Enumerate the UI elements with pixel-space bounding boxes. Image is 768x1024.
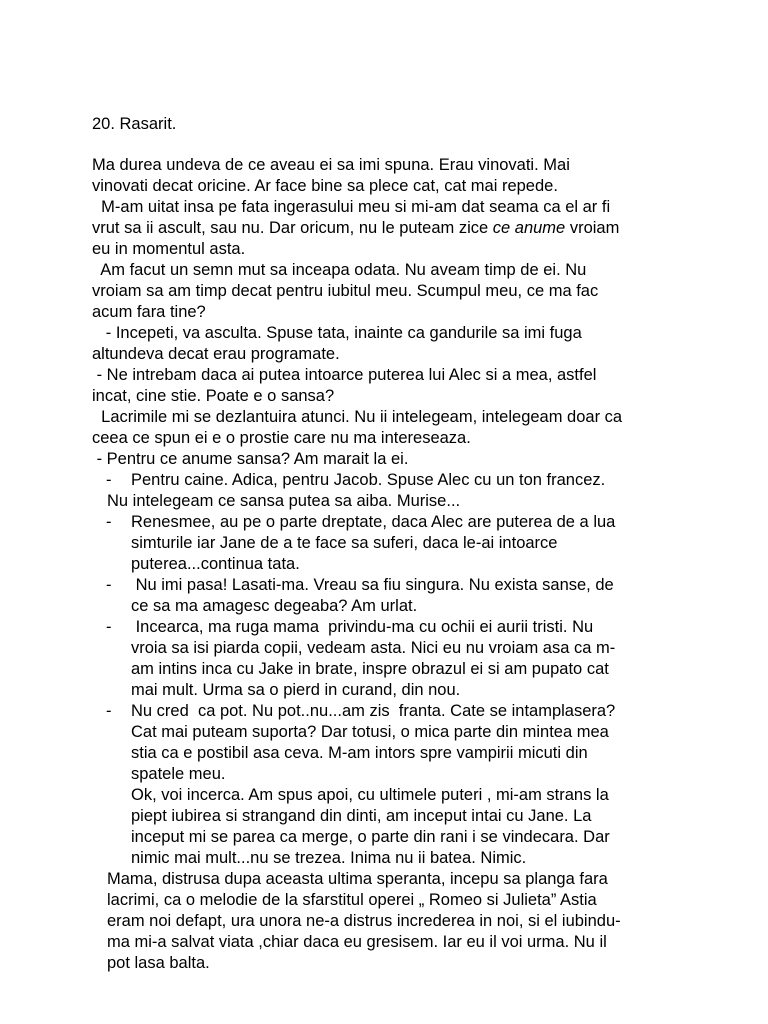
text-line: lacrimi, ca o melodie de la sfarstitul operei „ Romeo si Julieta” Astia xyxy=(107,891,597,909)
list-item-text: Ok, voi incerca. Am spus apoi, cu ultimele puteri , mi-am strans la xyxy=(131,786,609,804)
list-item-text: Incearca, ma ruga mama privindu-ma cu ochii ei aurii tristi. Nu xyxy=(131,618,594,636)
list-item-text: vroia sa isi piarda copii, vedeam asta. Nici eu nu vroiam asa ca m- xyxy=(131,639,616,657)
list-bullet: - xyxy=(106,702,112,720)
text-line: - Incepeti, va asculta. Spuse tata, inainte ca gandurile sa imi fuga xyxy=(92,324,582,342)
list-bullet: - xyxy=(106,513,112,531)
list-item-text: spatele meu. xyxy=(131,765,226,783)
list-item-text: Nu imi pasa! Lasati-ma. Vreau sa fiu singura. Nu exista sanse, de xyxy=(131,576,614,594)
list-item-text: inceput mi se parea ca merge, o parte din rani i se vindecara. Dar xyxy=(131,828,610,846)
text-line: vroiam sa am timp decat pentru iubitul meu. Scumpul meu, ce ma fac xyxy=(92,282,599,300)
list-item-text: stia ca e postibil asa ceva. M-am intors spre vampirii micuti din xyxy=(131,744,588,762)
text-line: - Pentru ce anume sansa? Am marait la ei. xyxy=(92,450,409,468)
list-bullet: - xyxy=(106,618,112,636)
list-item-text: simturile iar Jane de a te face sa suferi, daca le-ai intoarce xyxy=(131,534,558,552)
emphasis-text: ce anume xyxy=(492,219,566,237)
list-item-text: Renesmee, au pe o parte dreptate, daca Alec are puterea de a lua xyxy=(131,513,616,531)
chapter-title: 20. Rasarit. xyxy=(92,115,177,133)
text-line: M-am uitat insa pe fata ingerasului meu si mi-am dat seama ca el ar fi xyxy=(92,198,611,216)
text-line: Lacrimile mi se dezlantuira atunci. Nu ii intelegeam, intelegeam doar ca xyxy=(92,408,623,426)
list-item-text: ce sa ma amagesc degeaba? Am urlat. xyxy=(131,597,418,615)
list-item-text: mai mult. Urma sa o pierd in curand, din nou. xyxy=(131,681,461,699)
text-line: - Ne intrebam daca ai putea intoarce puterea lui Alec si a mea, astfel xyxy=(92,366,597,384)
text-line: incat, cine stie. Poate e o sansa? xyxy=(92,387,335,405)
text-line: altundeva decat erau programate. xyxy=(92,345,340,363)
text-line: Mama, distrusa dupa aceasta ultima speranta, incepu sa planga fara xyxy=(107,870,608,888)
text-line: pot lasa balta. xyxy=(107,954,210,972)
text-line: eu in momentul asta. xyxy=(92,240,246,258)
text-line: Am facut un semn mut sa inceapa odata. Nu aveam timp de ei. Nu xyxy=(92,261,587,279)
text-line xyxy=(92,218,619,239)
list-bullet: - xyxy=(106,576,112,594)
text-segment: vroiam xyxy=(565,219,620,237)
list-item-text: am intins inca cu Jake in brate, inspre obrazul ei si am pupato cat xyxy=(131,660,609,678)
text-line: vinovati decat oricine. Ar face bine sa plece cat, cat mai repede. xyxy=(92,177,558,195)
list-item-text: Pentru caine. Adica, pentru Jacob. Spuse Alec cu un ton francez. xyxy=(131,471,606,489)
text-line: ceea ce spun ei e o prostie care nu ma intereseaza. xyxy=(92,429,471,447)
list-item-text: Nu cred ca pot. Nu pot..nu...am zis franta. Cate se intamplasera? xyxy=(131,702,616,720)
list-item-text: piept iubirea si strangand din dinti, am inceput intai cu Jane. La xyxy=(131,807,592,825)
text-line: ma mi-a salvat viata ,chiar daca eu gresisem. Iar eu il voi urma. Nu il xyxy=(107,933,607,951)
text-segment: vrut sa ii ascult, sau nu. Dar oricum, nu le puteam zice xyxy=(92,219,493,237)
text-line: Nu intelegeam ce sansa putea sa aiba. Murise... xyxy=(107,492,461,510)
list-item-text: nimic mai mult...nu se trezea. Inima nu ii batea. Nimic. xyxy=(131,849,527,867)
text-line: eram noi defapt, ura unora ne-a distrus increderea in noi, si el iubindu- xyxy=(107,912,621,930)
text-line: acum fara tine? xyxy=(92,303,206,321)
list-bullet: - xyxy=(106,471,112,489)
list-item-text: puterea...continua tata. xyxy=(131,555,300,573)
text-line: Ma durea undeva de ce aveau ei sa imi spuna. Erau vinovati. Mai xyxy=(92,156,570,174)
list-item-text: Cat mai puteam suporta? Dar totusi, o mica parte din mintea mea xyxy=(131,723,609,741)
